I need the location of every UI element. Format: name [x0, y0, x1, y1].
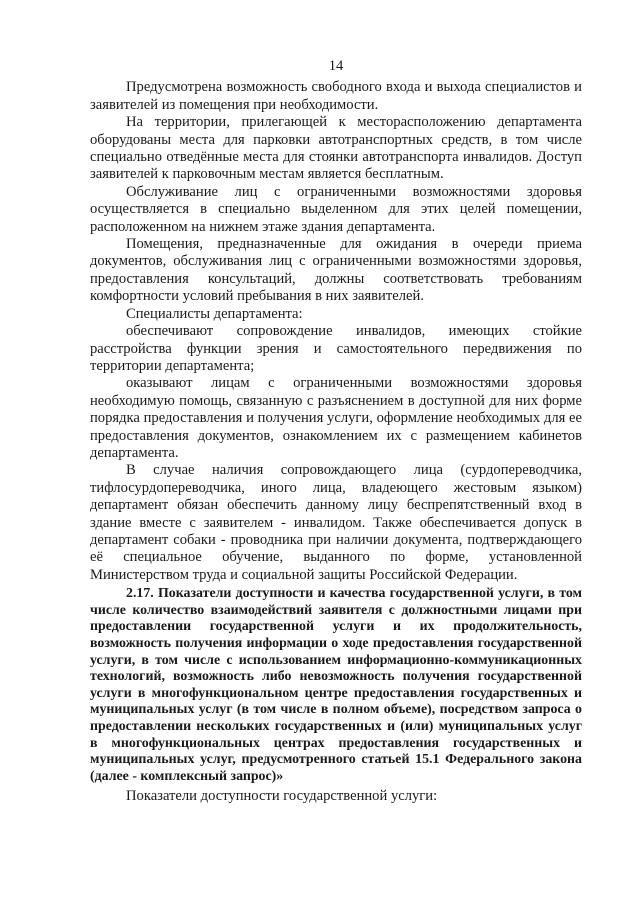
paragraph-service-room: Обслуживание лиц с ограниченными возможностями здоровья осуществляется в специально выделенном для этих целей помещении, расположенном на нижнем этаже здания департамента.	[90, 183, 582, 235]
paragraph-free-access: Предусмотрена возможность свободного входа и выхода специалистов и заявителей из помещения при необходимости.	[90, 79, 582, 113]
document-page	[90, 58, 582, 806]
paragraph-accessibility-indicators: Показатели доступности государственной услуги:	[126, 788, 438, 805]
page-number: 14	[328, 58, 344, 74]
paragraph-escort-disabled: обеспечивают сопровождение инвалидов, имеющих стойкие расстройства функции зрения и самостоятельного передвижения по территории департамента;	[90, 323, 582, 374]
paragraph-parking: На территории, прилегающей к месторасположению департамента оборудованы места для парковки автотранспортных средств, в том числе специально отведённые места для стоянки автотранспорта инвалидов. Доступ заявителей к парковочным местам является бесплатным.	[90, 114, 582, 183]
paragraph-waiting-rooms: Помещения, предназначенные для ожидания в очереди приема документов, обслуживания лиц с ограниченными возможностями здоровья, предоставления консультаций, должны соответствовать требованиям комфортности условий пребывания в них заявителей.	[90, 236, 582, 305]
section-heading-2-17: 2.17. Показатели доступности и качества государственной услуги, в том числе количество взаимодействий заявителя с должностными лицами при предоставлении государственной услуги и их продолжительность, возможность получения информации о ходе предоставления государственной услуги, в том числе с использованием информационно-коммуникационных технологий, возможность либо невозможность получения государственной услуги в многофункциональном центре предоставления государственных и муниципальных услуг (в том числе в полном объеме), посредством запроса о предоставлении нескольких государственных и (или) муниципальных услуг в многофункциональных центрах предоставления государственных и муниципальных услуг, предусмотренного статьей 15.1 Федерального закона (далее - комплексный запрос)»	[90, 586, 582, 784]
paragraph-assistance: оказывают лицам с ограниченными возможностями здоровья необходимую помощь, связанную с разъяснением в доступной для них форме порядка предоставления и получения услуги, оформление необходимых для ее предоставления документов, ознакомлением их с размещением кабинетов департамента.	[90, 375, 582, 461]
paragraph-specialists-intro: Специалисты департамента:	[126, 305, 303, 322]
paragraph-accompanying-person: В случае наличия сопровождающего лица (сурдопереводчика, тифлосурдопереводчика, иного лица, владеющего жестовым языком) департамент обязан обеспечить данному лицу беспрепятственный вход в здание вместе с заявителем - инвалидом. Также обеспечивается допуск в департамент собаки - проводника при наличии документа, подтверждающего её специальное обучение, выданного по форме, установленной Министерством труда и социальной защиты Российской Федерации.	[90, 462, 582, 583]
